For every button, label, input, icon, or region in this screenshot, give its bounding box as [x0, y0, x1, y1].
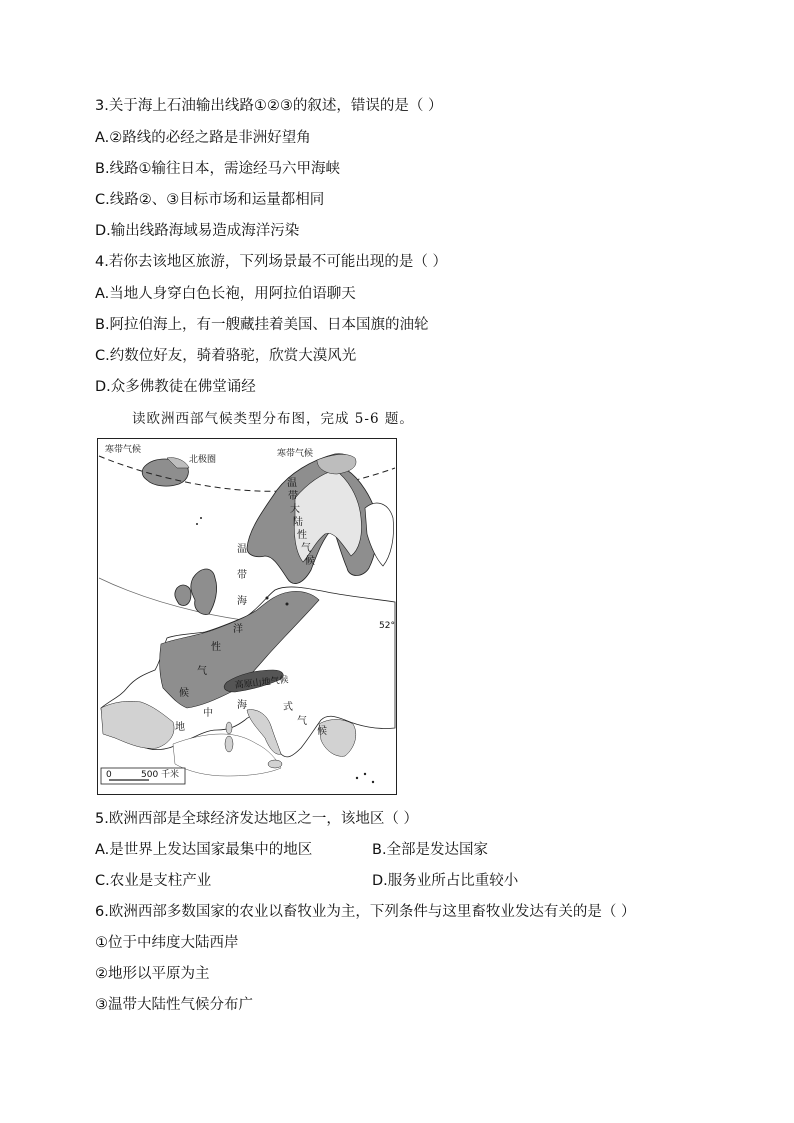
q4-option-d: D.众多佛教徒在佛堂诵经 [95, 379, 256, 395]
q6-item-3: ③温带大陆性气候分布广 [95, 997, 253, 1013]
q4-stem: 4.若你去该地区旅游，下列场景最不可能出现的是（ ） [95, 254, 447, 270]
char: 带 [237, 570, 247, 581]
q5-option-d: D.服务业所占比重较小 [372, 873, 519, 889]
q3-option-c: C.线路②、③目标市场和运量都相同 [95, 192, 325, 208]
island-dot [356, 777, 358, 779]
char: 气 [297, 716, 307, 727]
q5-option-a: A.是世界上发达国家最集中的地区 [95, 842, 313, 858]
map-intro: 读欧洲西部气候类型分布图，完成 5-6 题。 [132, 411, 414, 427]
q4-option-c: C.约数位好友，骑着骆驼，欣赏大漠风光 [95, 348, 357, 364]
char: 陆 [293, 517, 303, 528]
char: 地 [175, 722, 185, 733]
char: 温 [237, 544, 247, 555]
label-polar-left: 寒带气候 [105, 445, 142, 455]
char: 海 [237, 596, 247, 607]
char: 性 [297, 530, 307, 541]
q5-option-b: B.全部是发达国家 [372, 842, 489, 858]
q4-option-b: B.阿拉伯海上，有一艘藏挂着美国、日本国旗的油轮 [95, 317, 429, 333]
q6-item-1: ①位于中纬度大陆西岸 [95, 935, 239, 951]
q3-option-a: A.②路线的必经之路是非洲好望角 [95, 130, 311, 146]
char: 式 [283, 702, 293, 713]
climate-map [97, 438, 397, 795]
char: 大 [290, 504, 300, 515]
q6-item-2: ②地形以平原为主 [95, 966, 210, 982]
q3-stem: 3.关于海上石油输出线路①②③的叙述，错误的是（ ） [95, 98, 443, 114]
sicily [268, 760, 282, 768]
scale-bar [101, 768, 185, 784]
q3-option-d: D.输出线路海域易造成海洋污染 [95, 223, 300, 239]
char: 中 [203, 708, 213, 719]
island-dot [200, 517, 202, 519]
char: 候 [179, 688, 189, 699]
label-alpine: 高原山地气候 [234, 675, 290, 691]
island-dot [196, 523, 198, 525]
q3-option-b: B.线路①输往日本，需途经马六甲海峡 [95, 161, 341, 177]
char: 洋 [233, 624, 243, 635]
char: 海 [237, 700, 247, 711]
label-polar-right: 寒带气候 [277, 449, 314, 459]
char: 带 [288, 491, 298, 502]
char: 候 [317, 726, 327, 737]
q6-stem: 6.欧洲西部多数国家的农业以畜牧业为主，下列条件与这里畜牧业发达有关的是（ ） [95, 904, 636, 920]
island-dot [364, 773, 366, 775]
corsica [226, 722, 232, 734]
char: 温 [287, 478, 297, 489]
char: 气 [301, 543, 311, 554]
q5-option-c: C.农业是支柱产业 [95, 873, 212, 889]
scale-distance: 500 千米 [141, 770, 180, 780]
q4-option-a: A.当地人身穿白色长袍，用阿拉伯语聊天 [95, 286, 356, 302]
char: 性 [211, 642, 221, 653]
sardinia [225, 736, 233, 752]
island-dot [372, 781, 374, 783]
label-latitude-52: 52° [379, 621, 395, 631]
char: 候 [305, 556, 315, 567]
island-dot [266, 597, 269, 600]
label-arctic-circle: 北极圈 [189, 455, 217, 465]
char: 气 [197, 666, 207, 677]
q5-stem: 5.欧洲西部是全球经济发达地区之一，该地区（ ） [95, 811, 418, 827]
island-dot [286, 603, 289, 606]
scale-zero: 0 [106, 770, 112, 780]
